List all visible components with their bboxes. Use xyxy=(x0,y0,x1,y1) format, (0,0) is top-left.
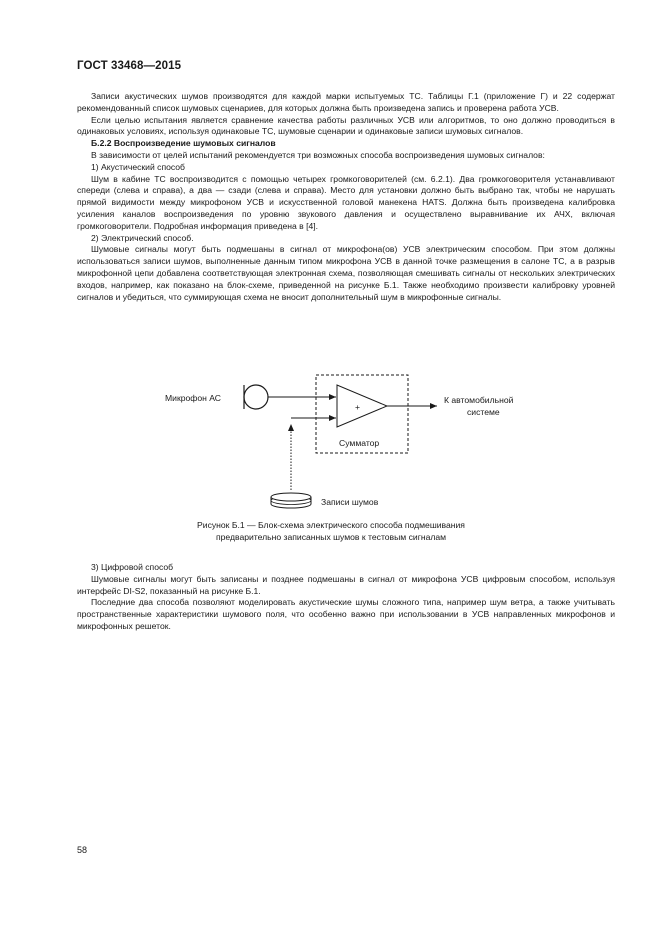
paragraph: Последние два способа позволяют моделировать акустические шумы сложного типа, например шум ветра, а также учитывать пространственные характеристики шумового поля, что особенно важно при использовании в УСВ направленных микрофонов и микрофонных решеток. xyxy=(77,597,615,631)
output-label: системе xyxy=(467,407,500,417)
paragraph: В зависимости от целей испытаний рекомендуется три возможных способа воспроизведения шумовых сигналов: xyxy=(91,149,545,160)
document-header: ГОСТ 33468—2015 xyxy=(77,60,182,72)
body-text-bottom xyxy=(77,562,615,633)
microphone-label: Микрофон АС xyxy=(165,393,222,403)
section-heading: Б.2.2 Воспроизведение шумовых сигналов xyxy=(91,138,276,149)
output-label: К автомобильной xyxy=(444,395,514,405)
plus-sign: + xyxy=(355,402,361,412)
paragraph: Записи акустических шумов производятся для каждой марки испытуемых ТС. Таблицы Г.1 (приложение Г) и 22 содержат рекомендованный список шумовых сценариев, для которых должна быть произведена запись и проверена работа УСВ. xyxy=(77,91,615,113)
summator-label: Сумматор xyxy=(339,438,380,448)
paragraph: Шумовые сигналы могут быть подмешаны в сигнал от микрофона(ов) УСВ электрическим способом. При этом должны использоваться записи шумов, выполненные данным типом микрофона УСВ в данной точке размещения в салоне ТС, а в разрыв микрофонной цепи добавлена соответствующая электронная схема, позволяющая смешивать сигналы от нескольких электрических входов, например, как показано на блок-схеме, приведенной на рисунке Б.1. Также необходимо произвести калибровку уровней сигналов и убедиться, что суммирующая схема не вносит дополнительный шум в микрофонные сигналы. xyxy=(77,244,615,302)
paragraph: 2) Электрический способ. xyxy=(91,232,194,243)
caption-line: предварительно записанных шумов к тестовым сигналам xyxy=(215,532,447,542)
paragraph: Шум в кабине ТС воспроизводится с помощью четырех громкоговорителей (см. 6.2.1). Два громкоговорителя устанавливают спереди (слева и справа), а два — сзади (слева и справа). Место для установки должно быть выбрано так, чтобы не нарушать прямой видимости между микрофоном УСВ и искусственной головой манекена HATS. Должна быть произведена калибровка усиления каналов воспроизведения по уровню звукового давления и осуществлено выравнивание их АЧХ, включая громкоговорители. Подробная информация приведена в [4]. xyxy=(77,173,615,231)
records-label: Записи шумов xyxy=(321,497,379,507)
disk-icon xyxy=(271,493,311,508)
paragraph: Если целью испытания является сравнение качества работы различных УСВ или алгоритмов, то оно должно проводиться в одинаковых условиях, используя одинаковые ТС, шумовые сценарии и одинаковые записи шумовых сигналов. xyxy=(77,114,615,137)
page-number: 58 xyxy=(77,845,88,855)
summator-triangle xyxy=(337,385,387,427)
paragraph: 1) Акустический способ xyxy=(91,161,185,172)
caption-line: Рисунок Б.1 — Блок-схема электрического способа подмешивания xyxy=(197,520,465,530)
paragraph: Шумовые сигналы могут быть записаны и позднее подмешаны в сигнал от микрофона УСВ цифровым способом, используя интерфейс DI-S2, показанный на рисунке Б.1. xyxy=(77,573,615,596)
paragraph: 3) Цифровой способ xyxy=(91,562,174,572)
figure-caption xyxy=(77,519,585,543)
microphone-icon xyxy=(244,385,268,409)
